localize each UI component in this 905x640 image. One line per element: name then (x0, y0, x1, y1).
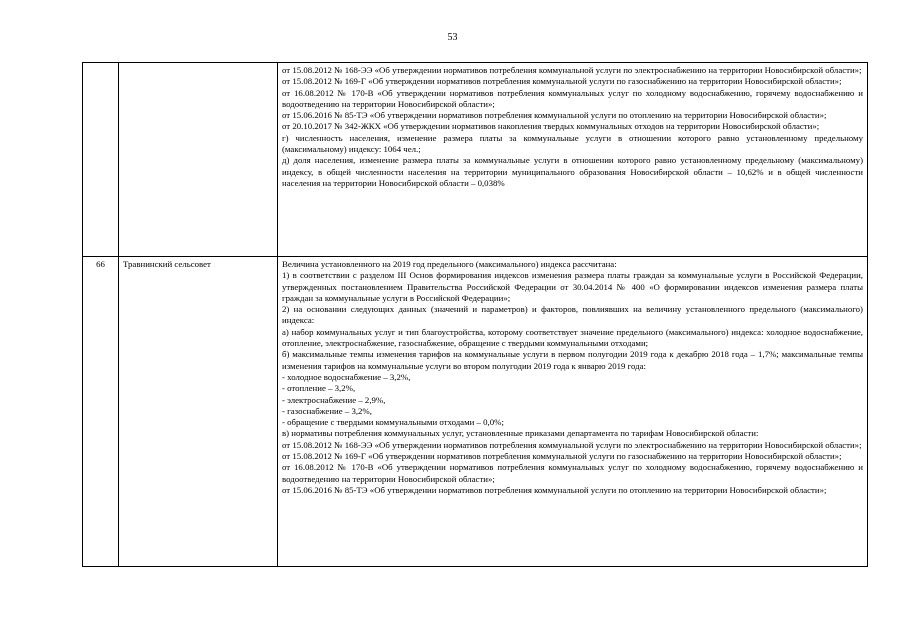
text-line: д) доля населения, изменение размера платы за коммунальные услуги в отношении которого равно установленному предельному (максимальному) индексу, в общей численности населения на территории муниципального образования Новосибирской области – 10,62% и в общей численности населения на территории Новосибирской области – 0,038% (282, 155, 863, 188)
description-cell (278, 257, 868, 567)
text-line: в) нормативы потребления коммунальных услуг, установленные приказами департамента по тарифам Новосибирской области: (282, 428, 759, 439)
table-row-travninsky (83, 257, 868, 567)
tariff-index-table (82, 62, 868, 567)
text-line: от 16.08.2012 № 170-В «Об утверждении нормативов потребления коммунальных услуг по холодному водоснабжению, горячему водоснабжению и водоотведению на территории Новосибирской области»; (282, 462, 863, 484)
description-cell (278, 63, 868, 257)
text-line: от 15.06.2016 № 85-ТЭ «Об утверждении нормативов потребления коммунальной услуги по отоплению на территории Новосибирской области»; (282, 484, 827, 495)
page-number: 53 (447, 32, 458, 43)
text-line: б) максимальные темпы изменения тарифов на коммунальные услуги в первом полугодии 2019 года к декабрю 2018 года – 1,7%; максимальные темпы изменения тарифов на коммунальные услуги во втором полугодии 2019 года к январю 2019 года: (282, 349, 863, 371)
text-line: - холодное водоснабжение – 3,2%, (282, 371, 411, 382)
row-number-cell (83, 63, 119, 257)
text-line: от 16.08.2012 № 170-В «Об утверждении нормативов потребления коммунальных услуг по холодному водоснабжению, горячему водоснабжению и водоотведению на территории Новосибирской области»; (282, 87, 863, 109)
text-line: - отопление – 3,2%, (282, 383, 356, 394)
row-number-cell: 66 (83, 257, 119, 567)
text-line: от 15.08.2012 № 168-ЭЭ «Об утверждении нормативов потребления коммунальной услуги по электроснабжению на территории Новосибирской области»; (282, 65, 862, 75)
text-line: - обращение с твердыми коммунальными отходами – 0,0%; (282, 417, 504, 428)
text-line: 2) на основании следующих данных (значений и параметров) и факторов, повлиявших на величину установленного предельного (максимального) индекса: (282, 304, 863, 326)
text-line: от 15.08.2012 № 168-ЭЭ «Об утверждении нормативов потребления коммунальной услуги по электроснабжению на территории Новосибирской области»; (282, 439, 862, 450)
text-line: - электроснабжение – 2,9%, (282, 394, 386, 405)
municipality-name-cell (119, 63, 278, 257)
text-line: а) набор коммунальных услуг и тип благоустройства, которому соответствует значение предельного (максимального) индекса: холодное водоснабжение, отопление, электроснабжение, газоснабжение, обращение с твердыми коммунальными отходами; (282, 326, 863, 349)
text-line: - газоснабжение – 3,2%, (282, 405, 372, 416)
table-row-continuation (83, 63, 868, 257)
text-line: г) численность населения, изменение размера платы за коммунальные услуги в отношении которого равно установленному предельному (максимальному) индексу: 1064 чел.; (282, 132, 863, 155)
text-line: от 15.08.2012 № 169-Г «Об утверждении нормативов потребления коммунальной услуги по газоснабжению на территории Новосибирской области»; (282, 451, 842, 462)
municipality-name-cell: Травнинский сельсовет (119, 257, 278, 567)
text-line: 1) в соответствии с разделом III Основ формирования индексов изменения размера платы граждан за коммунальные услуги в Российской Федерации, утвержденных постановлением Правительства Российской Федерации от 30.04.2014 № 400 «О формировании индексов изменения размера платы граждан за коммунальные услуги в Российской Федерации»; (282, 270, 863, 303)
text-line: Величина установленного на 2019 год предельного (максимального) индекса рассчитана: (282, 259, 617, 269)
text-line: от 15.06.2016 № 85-ТЭ «Об утверждении нормативов потребления коммунальной услуги по отоплению на территории Новосибирской области»; (282, 110, 827, 121)
text-line: от 20.10.2017 № 342-ЖКХ «Об утверждении нормативов накопления твердых коммунальных отходов на территории Новосибирской области»; (282, 121, 820, 132)
text-line: от 15.08.2012 № 169-Г «Об утверждении нормативов потребления коммунальной услуги по газоснабжению на территории Новосибирской области»; (282, 76, 842, 87)
